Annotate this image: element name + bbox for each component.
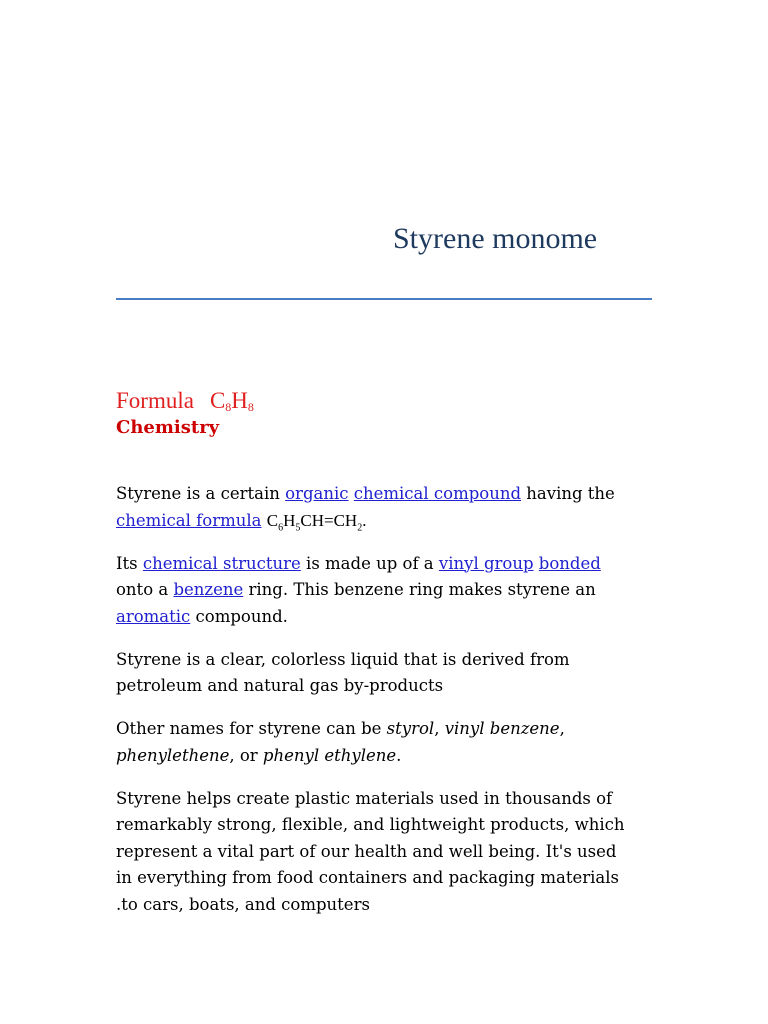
- paragraph-definition: [116, 481, 656, 534]
- formula-subscript: 2: [357, 521, 363, 533]
- text-line: .to cars, boats, and computers: [116, 894, 370, 914]
- link-vinyl-group[interactable]: vinyl group: [438, 553, 534, 573]
- formula-subscript: 5: [295, 521, 301, 533]
- text-run: having the: [521, 484, 615, 503]
- paragraph-description: Styrene is a clear, colorless liquid that is derived from petroleum and natural gas by-products: [116, 649, 570, 695]
- formula-subscript: 6: [278, 521, 284, 533]
- paragraph-uses: [116, 786, 656, 919]
- body-text: [116, 481, 656, 935]
- link-bonded[interactable]: bonded: [538, 553, 601, 573]
- text-run: onto a: [116, 580, 174, 599]
- formula-c-count: 8: [225, 400, 232, 414]
- name-styrol: styrol: [386, 719, 435, 738]
- link-chemical-structure[interactable]: chemical structure: [142, 553, 301, 573]
- formula-part: CH=CH: [300, 510, 358, 530]
- formula-h-count: 8: [247, 400, 254, 414]
- text-run: is made up of a: [300, 553, 439, 573]
- formula-part: H: [283, 510, 296, 530]
- formula-part: C: [266, 510, 279, 530]
- text-run: ,: [559, 719, 565, 738]
- text-line: remarkably strong, flexible, and lightweight products, which: [116, 815, 625, 834]
- paragraph-other-names: [116, 716, 656, 769]
- text-line: Styrene helps create plastic materials used in thousands of: [116, 788, 613, 808]
- page-title: Styrene monome: [393, 222, 598, 255]
- link-benzene[interactable]: benzene: [173, 580, 244, 599]
- link-aromatic[interactable]: aromatic: [116, 606, 191, 626]
- text-run: Its: [116, 553, 143, 573]
- section-subheading: Chemistry: [116, 417, 220, 438]
- link-chemical-formula[interactable]: chemical formula: [116, 510, 262, 530]
- name-vinyl-benzene: vinyl benzene: [444, 719, 560, 738]
- title-divider: [116, 298, 652, 300]
- name-phenyl-ethylene: phenyl ethylene: [262, 745, 397, 765]
- text-run: ,: [434, 719, 445, 738]
- text-run: Other names for styrene can be: [116, 719, 387, 738]
- text-line: represent a vital part of our health and well being. It's used: [116, 841, 617, 861]
- text-line: in everything from food containers and packaging materials: [116, 868, 619, 887]
- formula-c: C: [209, 388, 226, 413]
- text-run: compound.: [190, 606, 288, 626]
- link-organic[interactable]: organic: [285, 484, 349, 503]
- inline-formula: [266, 510, 367, 533]
- formula-h: H: [231, 388, 248, 413]
- name-phenylethene: phenylethene: [116, 745, 230, 765]
- text-run: .: [396, 745, 402, 765]
- formula-label: Formula: [116, 388, 194, 413]
- text-run: , or: [229, 745, 263, 765]
- formula-part: .: [362, 510, 367, 530]
- formula-heading: [116, 388, 254, 414]
- text-run: Styrene is a certain: [116, 484, 286, 503]
- link-chemical-compound[interactable]: chemical compound: [353, 484, 522, 503]
- text-run: ring. This benzene ring makes styrene an: [243, 580, 596, 599]
- paragraph-structure: [116, 551, 656, 631]
